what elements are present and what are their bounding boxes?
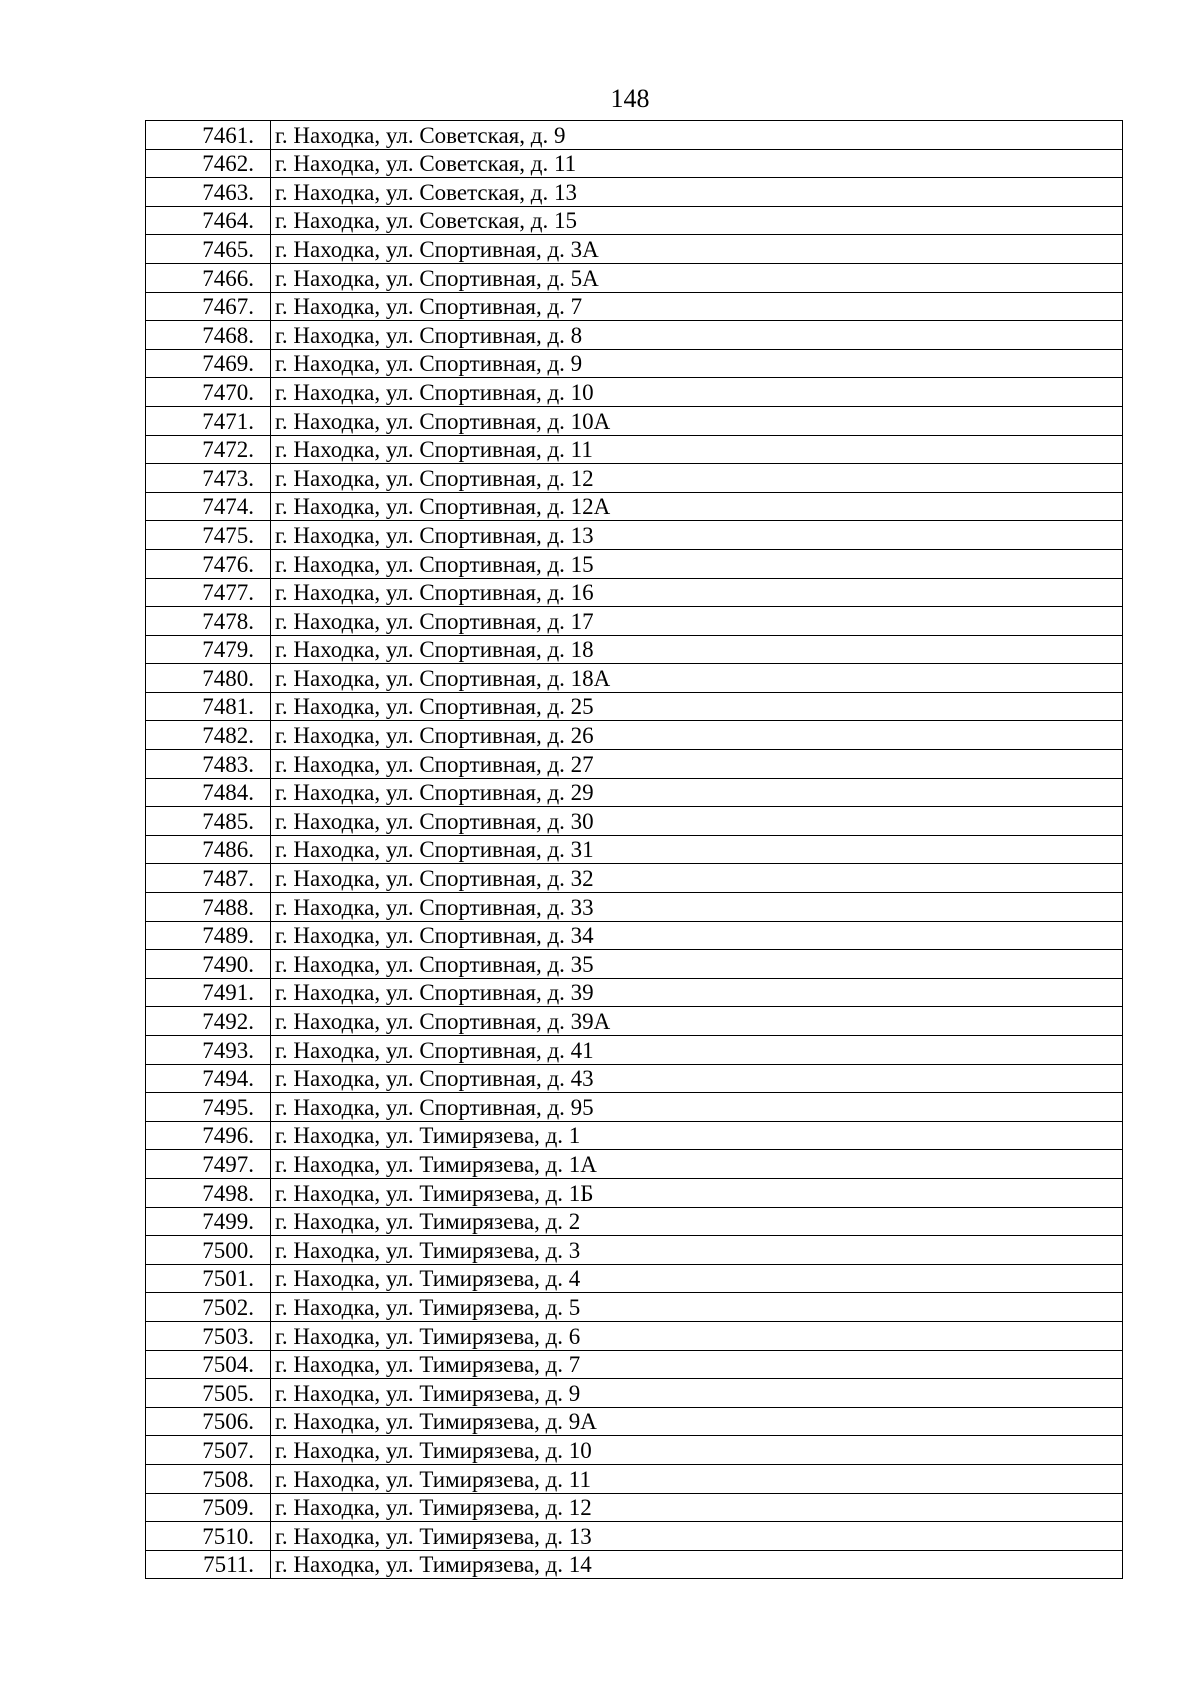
row-number: 7478.	[146, 607, 271, 636]
table-row	[146, 1350, 1123, 1379]
row-number: 7470.	[146, 378, 271, 407]
table-body	[146, 121, 1123, 1579]
table-row	[146, 1178, 1123, 1207]
row-address: г. Находка, ул. Спортивная, д. 31	[271, 835, 1123, 864]
row-address: г. Находка, ул. Тимирязева, д. 9	[271, 1379, 1123, 1408]
table-row	[146, 1493, 1123, 1522]
row-address: г. Находка, ул. Тимирязева, д. 11	[271, 1464, 1123, 1493]
table-row	[146, 1293, 1123, 1322]
row-address: г. Находка, ул. Тимирязева, д. 14	[271, 1550, 1123, 1579]
row-number: 7463.	[146, 178, 271, 207]
row-address: г. Находка, ул. Спортивная, д. 10А	[271, 406, 1123, 435]
row-number: 7511.	[146, 1550, 271, 1579]
table-row	[146, 1064, 1123, 1093]
table-row	[146, 635, 1123, 664]
table-row	[146, 1379, 1123, 1408]
table-row	[146, 292, 1123, 321]
row-number: 7472.	[146, 435, 271, 464]
row-address: г. Находка, ул. Тимирязева, д. 7	[271, 1350, 1123, 1379]
table-row	[146, 864, 1123, 893]
row-address: г. Находка, ул. Спортивная, д. 95	[271, 1093, 1123, 1122]
row-number: 7508.	[146, 1464, 271, 1493]
row-address: г. Находка, ул. Советская, д. 13	[271, 178, 1123, 207]
row-address: г. Находка, ул. Спортивная, д. 10	[271, 378, 1123, 407]
row-number: 7501.	[146, 1264, 271, 1293]
table-row	[146, 607, 1123, 636]
row-number: 7480.	[146, 664, 271, 693]
row-number: 7489.	[146, 921, 271, 950]
table-row	[146, 464, 1123, 493]
row-address: г. Находка, ул. Спортивная, д. 7	[271, 292, 1123, 321]
row-address: г. Находка, ул. Спортивная, д. 8	[271, 321, 1123, 350]
row-number: 7486.	[146, 835, 271, 864]
table-row	[146, 750, 1123, 779]
row-number: 7471.	[146, 406, 271, 435]
table-row	[146, 835, 1123, 864]
row-address: г. Находка, ул. Тимирязева, д. 1	[271, 1121, 1123, 1150]
row-number: 7481.	[146, 692, 271, 721]
row-number: 7464.	[146, 206, 271, 235]
row-number: 7499.	[146, 1207, 271, 1236]
row-address: г. Находка, ул. Спортивная, д. 18А	[271, 664, 1123, 693]
row-address: г. Находка, ул. Тимирязева, д. 3	[271, 1236, 1123, 1265]
row-address: г. Находка, ул. Спортивная, д. 17	[271, 607, 1123, 636]
row-number: 7506.	[146, 1407, 271, 1436]
row-address: г. Находка, ул. Спортивная, д. 39А	[271, 1007, 1123, 1036]
row-address: г. Находка, ул. Тимирязева, д. 6	[271, 1321, 1123, 1350]
row-number: 7500.	[146, 1236, 271, 1265]
row-address: г. Находка, ул. Спортивная, д. 25	[271, 692, 1123, 721]
row-number: 7495.	[146, 1093, 271, 1122]
row-address: г. Находка, ул. Спортивная, д. 9	[271, 349, 1123, 378]
row-number: 7467.	[146, 292, 271, 321]
table-row	[146, 178, 1123, 207]
table-row	[146, 121, 1123, 150]
row-number: 7497.	[146, 1150, 271, 1179]
row-address: г. Находка, ул. Спортивная, д. 43	[271, 1064, 1123, 1093]
table-row	[146, 1007, 1123, 1036]
row-address: г. Находка, ул. Советская, д. 11	[271, 149, 1123, 178]
row-number: 7498.	[146, 1178, 271, 1207]
row-address: г. Находка, ул. Спортивная, д. 34	[271, 921, 1123, 950]
table-row	[146, 1407, 1123, 1436]
table-row	[146, 378, 1123, 407]
table-row	[146, 978, 1123, 1007]
table-row	[146, 1550, 1123, 1579]
row-address: г. Находка, ул. Спортивная, д. 5А	[271, 263, 1123, 292]
table-row	[146, 807, 1123, 836]
table-row	[146, 1093, 1123, 1122]
row-address: г. Находка, ул. Спортивная, д. 11	[271, 435, 1123, 464]
row-address: г. Находка, ул. Тимирязева, д. 1Б	[271, 1178, 1123, 1207]
row-address: г. Находка, ул. Тимирязева, д. 13	[271, 1522, 1123, 1551]
row-number: 7485.	[146, 807, 271, 836]
table-row	[146, 149, 1123, 178]
row-number: 7484.	[146, 778, 271, 807]
table-row	[146, 1522, 1123, 1551]
table-row	[146, 1121, 1123, 1150]
table-row	[146, 435, 1123, 464]
row-address: г. Находка, ул. Спортивная, д. 27	[271, 750, 1123, 779]
row-address: г. Находка, ул. Тимирязева, д. 9А	[271, 1407, 1123, 1436]
table-row	[146, 950, 1123, 979]
row-number: 7507.	[146, 1436, 271, 1465]
row-address: г. Находка, ул. Спортивная, д. 12А	[271, 492, 1123, 521]
row-number: 7475.	[146, 521, 271, 550]
row-number: 7504.	[146, 1350, 271, 1379]
row-address: г. Находка, ул. Спортивная, д. 35	[271, 950, 1123, 979]
table-row	[146, 521, 1123, 550]
table-row	[146, 1321, 1123, 1350]
page-number: 148	[610, 84, 650, 113]
row-number: 7474.	[146, 492, 271, 521]
table-row	[146, 1036, 1123, 1065]
row-number: 7509.	[146, 1493, 271, 1522]
table-row	[146, 1207, 1123, 1236]
row-number: 7461.	[146, 121, 271, 150]
row-number: 7488.	[146, 893, 271, 922]
row-number: 7503.	[146, 1321, 271, 1350]
row-address: г. Находка, ул. Тимирязева, д. 5	[271, 1293, 1123, 1322]
row-address: г. Находка, ул. Спортивная, д. 15	[271, 549, 1123, 578]
table-row	[146, 578, 1123, 607]
table-row	[146, 549, 1123, 578]
row-number: 7505.	[146, 1379, 271, 1408]
table-row	[146, 721, 1123, 750]
row-number: 7491.	[146, 978, 271, 1007]
row-number: 7510.	[146, 1522, 271, 1551]
table-row	[146, 321, 1123, 350]
row-number: 7490.	[146, 950, 271, 979]
row-address: г. Находка, ул. Спортивная, д. 41	[271, 1036, 1123, 1065]
row-number: 7476.	[146, 549, 271, 578]
row-number: 7487.	[146, 864, 271, 893]
table-row	[146, 263, 1123, 292]
row-number: 7494.	[146, 1064, 271, 1093]
table-row	[146, 492, 1123, 521]
row-address: г. Находка, ул. Спортивная, д. 18	[271, 635, 1123, 664]
row-address: г. Находка, ул. Спортивная, д. 12	[271, 464, 1123, 493]
row-address: г. Находка, ул. Тимирязева, д. 10	[271, 1436, 1123, 1465]
row-number: 7483.	[146, 750, 271, 779]
row-address: г. Находка, ул. Советская, д. 15	[271, 206, 1123, 235]
table-row	[146, 893, 1123, 922]
row-number: 7479.	[146, 635, 271, 664]
row-number: 7492.	[146, 1007, 271, 1036]
row-address: г. Находка, ул. Спортивная, д. 30	[271, 807, 1123, 836]
row-number: 7462.	[146, 149, 271, 178]
row-address: г. Находка, ул. Спортивная, д. 29	[271, 778, 1123, 807]
row-number: 7502.	[146, 1293, 271, 1322]
row-address: г. Находка, ул. Спортивная, д. 26	[271, 721, 1123, 750]
table-row	[146, 1436, 1123, 1465]
table-row	[146, 235, 1123, 264]
row-address: г. Находка, ул. Спортивная, д. 16	[271, 578, 1123, 607]
row-number: 7477.	[146, 578, 271, 607]
row-number: 7468.	[146, 321, 271, 350]
row-number: 7496.	[146, 1121, 271, 1150]
row-number: 7482.	[146, 721, 271, 750]
row-address: г. Находка, ул. Тимирязева, д. 1А	[271, 1150, 1123, 1179]
table-row	[146, 1464, 1123, 1493]
address-table	[145, 120, 1123, 1579]
row-address: г. Находка, ул. Советская, д. 9	[271, 121, 1123, 150]
row-address: г. Находка, ул. Спортивная, д. 39	[271, 978, 1123, 1007]
table-row	[146, 1236, 1123, 1265]
row-number: 7493.	[146, 1036, 271, 1065]
row-number: 7466.	[146, 263, 271, 292]
table-row	[146, 1150, 1123, 1179]
table-row	[146, 206, 1123, 235]
table-row	[146, 349, 1123, 378]
table-row	[146, 692, 1123, 721]
row-number: 7469.	[146, 349, 271, 378]
table-row	[146, 406, 1123, 435]
table-row	[146, 921, 1123, 950]
row-number: 7465.	[146, 235, 271, 264]
row-address: г. Находка, ул. Спортивная, д. 33	[271, 893, 1123, 922]
row-address: г. Находка, ул. Тимирязева, д. 4	[271, 1264, 1123, 1293]
table-row	[146, 1264, 1123, 1293]
row-address: г. Находка, ул. Спортивная, д. 13	[271, 521, 1123, 550]
row-address: г. Находка, ул. Тимирязева, д. 2	[271, 1207, 1123, 1236]
row-number: 7473.	[146, 464, 271, 493]
table-row	[146, 778, 1123, 807]
row-address: г. Находка, ул. Спортивная, д. 32	[271, 864, 1123, 893]
row-address: г. Находка, ул. Спортивная, д. 3А	[271, 235, 1123, 264]
table-row	[146, 664, 1123, 693]
row-address: г. Находка, ул. Тимирязева, д. 12	[271, 1493, 1123, 1522]
